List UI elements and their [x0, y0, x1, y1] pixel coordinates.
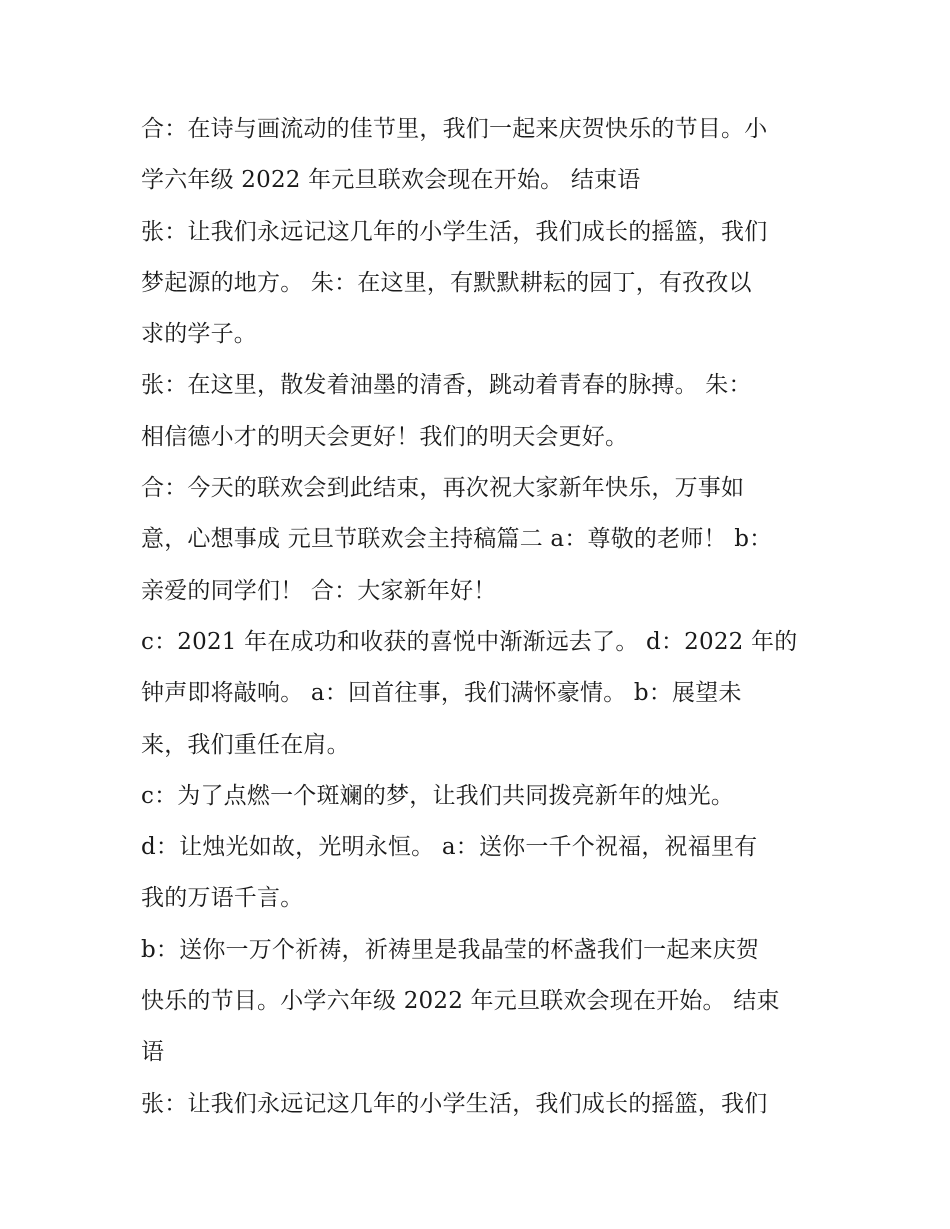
text-line: 亲爱的同学们！ 合：大家新年好！: [141, 577, 497, 604]
text-line: 相信德小才的明天会更好！我们的明天会更好。: [141, 423, 629, 450]
text-line: 快乐的节目。小学六年级 2022 年元旦联欢会现在开始。 结束: [141, 988, 780, 1015]
text-line: 语: [141, 1039, 165, 1066]
text-line: 梦起源的地方。 朱：在这里，有默默耕耘的园丁，有孜孜以: [141, 269, 752, 296]
text-line: 张：让我们永远记这几年的小学生活，我们成长的摇篮，我们: [141, 218, 768, 245]
text-line: d：让烛光如故，光明永恒。 a：送你一千个祝福，祝福里有: [141, 834, 758, 861]
text-line: c：2021 年在成功和收获的喜悦中渐渐远去了。 d：2022 年的: [141, 628, 798, 655]
text-line: 求的学子。: [141, 321, 257, 348]
text-line: 张：在这里，散发着油墨的清香，跳动着青春的脉搏。 朱：: [141, 372, 752, 399]
text-line: 张：让我们永远记这几年的小学生活，我们成长的摇篮，我们: [141, 1090, 768, 1117]
text-line: 钟声即将敲响。 a：回首往事，我们满怀豪情。 b：展望未: [141, 680, 742, 707]
text-line: 学六年级 2022 年元旦联欢会现在开始。 结束语: [141, 167, 641, 194]
text-line: 合：在诗与画流动的佳节里，我们一起来庆贺快乐的节目。小: [141, 116, 768, 142]
text-line: 来，我们重任在肩。: [141, 731, 350, 758]
text-line: 意，心想事成 元旦节联欢会主持稿篇二 a：尊敬的老师！ b：: [141, 526, 773, 553]
document-body: [141, 104, 841, 1130]
text-line: b：送你一万个祈祷，祈祷里是我晶莹的杯盏我们一起来庆贺: [141, 936, 760, 963]
text-line: 合：今天的联欢会到此结束，再次祝大家新年快乐，万事如: [141, 475, 745, 502]
text-line: 我的万语千言。: [141, 885, 304, 912]
text-line: c：为了点燃一个斑斓的梦，让我们共同拨亮新年的烛光。: [141, 782, 735, 809]
